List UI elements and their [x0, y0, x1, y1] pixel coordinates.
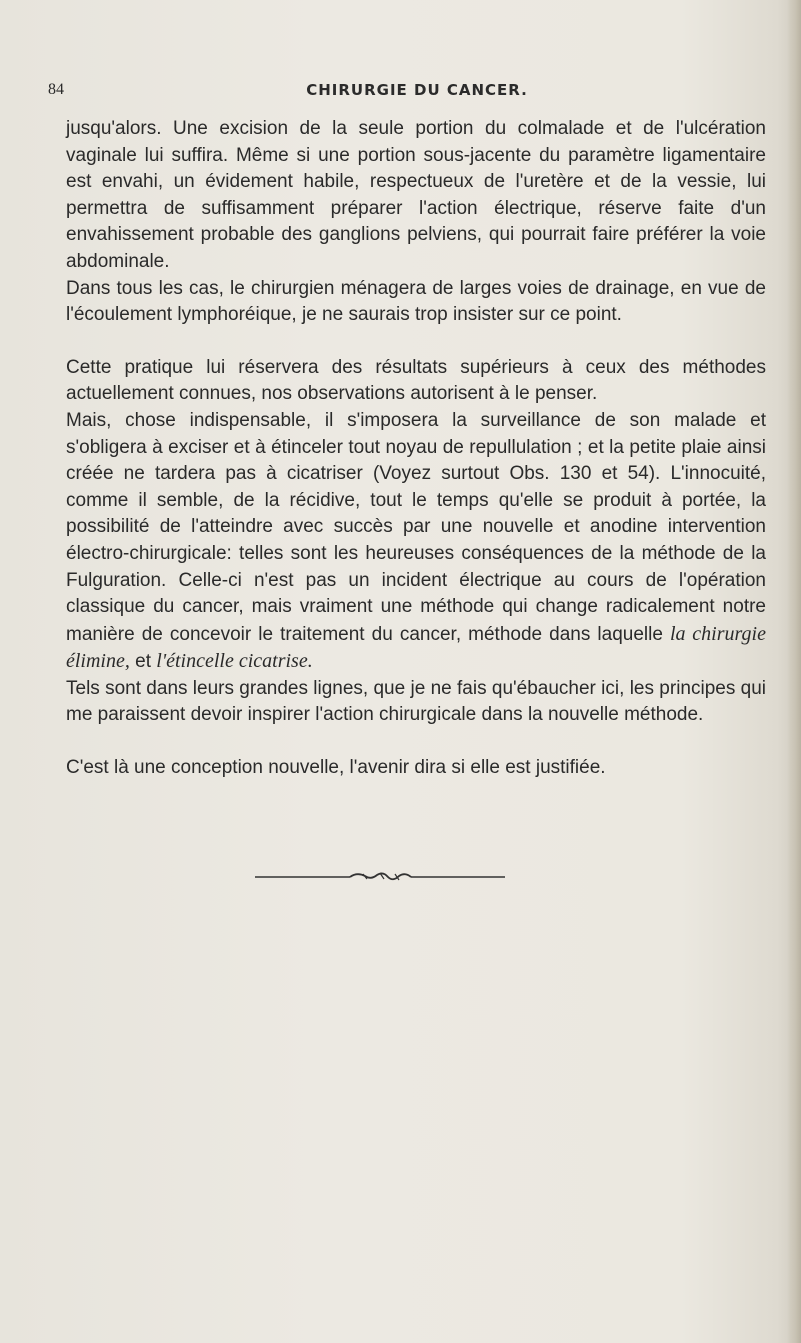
paragraph-6: C'est là une conception nouvelle, l'avenir dira si elle est justifiée. [66, 757, 606, 779]
italic-phrase-2: l'étincelle cicatrise. [156, 650, 313, 673]
italic-phrase-1: la chirurgie élimine, [66, 622, 766, 673]
body-text [66, 116, 766, 782]
paragraph-5: Tels sont dans leurs grandes lignes, que je ne fais qu'ébaucher ici, les principes qui me paraissent devoir inspirer l'action chirurgicale dans la nouvelle méthode. [66, 677, 766, 726]
paragraph-4-connector: et [129, 651, 157, 673]
page-number: 84 [48, 81, 64, 98]
page-edge-shadow [787, 0, 801, 1343]
page-header [48, 75, 768, 103]
decorative-rule-ornament-icon [255, 870, 505, 884]
running-title: CHIRURGIE DU CANCER. [306, 81, 528, 99]
paragraph-2: Dans tous les cas, le chirurgien ménagera de larges voies de drainage, en vue de l'écoulement lymphoréique, je ne saurais trop insister sur ce point. [66, 277, 766, 326]
paragraph-4-text: Mais, chose indispensable, il s'imposera la surveillance de son malade et s'obligera à exciser et à étinceler tout noyau de repullulation ; et la petite plaie ainsi créée ne tardera pas à cicatriser (Voyez surtout Obs. 130 et 54). L'innocuité, comme il semble, de la récidive, tout le temps qu'elle se produit à portée, la possibilité de l'atteindre avec succès par une nouvelle et anodine intervention électro-chirurgicale: telles sont les heureuses conséquences de la méthode de la Fulguration. Celle-ci n'est pas un incident électrique au cours de l'opération classique du cancer, mais vraiment une méthode qui change radicalement notre manière de concevoir le traitement du cancer, méthode dans laquelle [66, 409, 766, 645]
paragraph-3: Cette pratique lui réservera des résultats supérieurs à ceux des méthodes actuellement connues, nos observations autorisent à le penser. [66, 356, 766, 405]
paragraph-1: jusqu'alors. Une excision de la seule portion du colmalade et de l'ulcération vaginale lui suffira. Même si une portion sous-jacente du paramètre ligamentaire est envahi, un évidement habile, respectueux de l'uretère et de la vessie, lui permettra de suffisamment préparer l'action électrique, réserve faite d'un envahissement probable des ganglions pelviens, qui pourrait faire préférer la voie abdominale. [66, 118, 766, 272]
paragraph-4 [66, 408, 766, 676]
